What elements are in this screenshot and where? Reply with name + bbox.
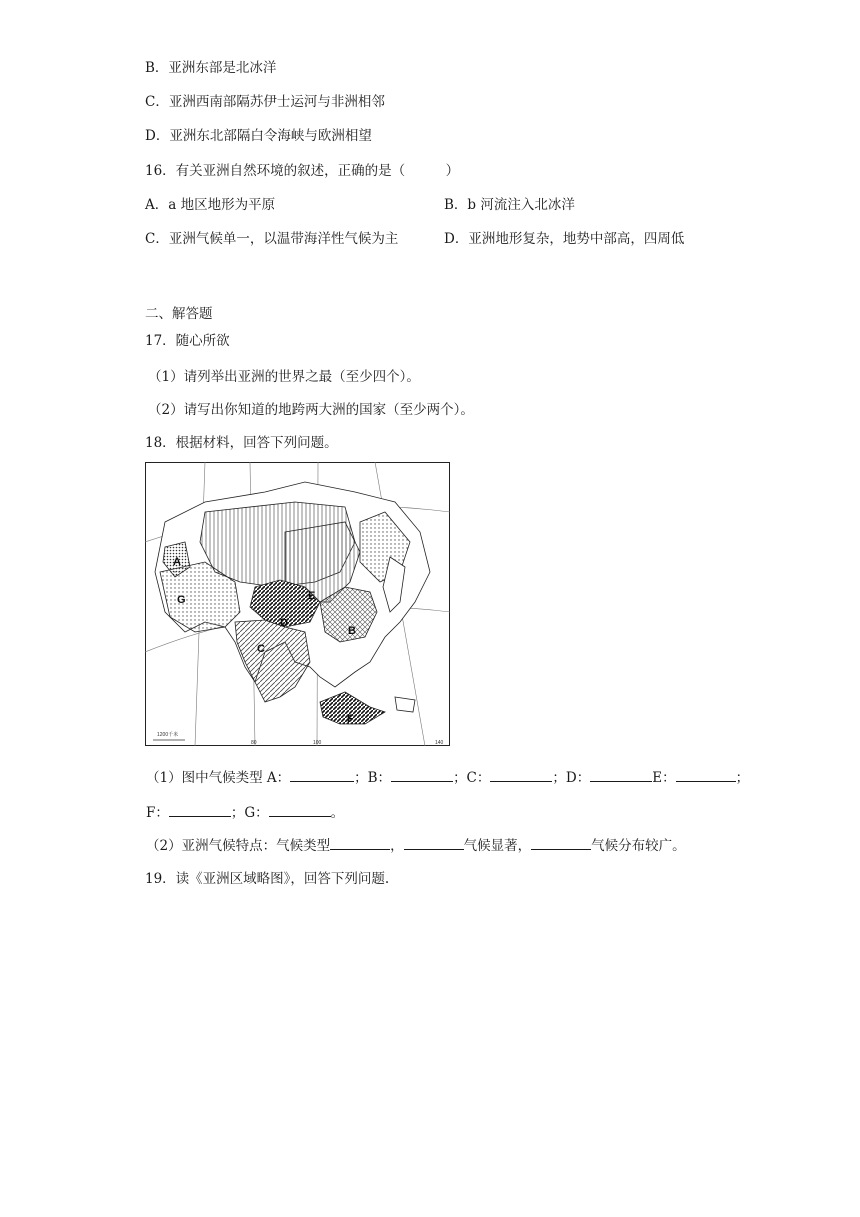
question-16-stem: 16．有关亚洲自然环境的叙述，正确的是（ ） [145, 163, 460, 179]
asia-climate-map [145, 462, 450, 746]
svg-text:1200千米: 1200千米 [157, 732, 179, 738]
option-16c: C．亚洲气候单一，以温带海洋性气候为主 [145, 231, 399, 247]
question-18-part-2: （2）亚洲气候特点：气候类型 ， 气候显著， 气候分布较广。 [146, 835, 686, 855]
label-b: B [348, 625, 356, 637]
section-title: 二、解答题 [145, 306, 213, 322]
question-19-stem: 19．读《亚洲区域略图》，回答下列问题. [145, 871, 390, 887]
option-15d: D．亚洲东北部隔白令海峡与欧洲相望 [145, 128, 372, 144]
blank-e[interactable] [676, 767, 736, 782]
blank-climate-type[interactable] [330, 835, 390, 850]
svg-text:140: 140 [435, 740, 444, 746]
option-16b: B．b 河流注入北冰洋 [444, 197, 575, 213]
option-15b: B．亚洲东部是北冰洋 [145, 60, 277, 76]
question-18-stem: 18．根据材料，回答下列问题。 [145, 435, 338, 451]
blank-climate-notable[interactable] [404, 835, 464, 850]
question-17-part-1: （1）请列举出亚洲的世界之最（至少四个）。 [148, 369, 420, 385]
option-16a: A．a 地区地形为平原 [145, 197, 276, 213]
svg-text:100: 100 [313, 740, 322, 746]
blank-c[interactable] [490, 767, 552, 782]
blank-f[interactable] [169, 802, 231, 817]
label-g: G [177, 594, 186, 606]
question-17-part-2: （2）请写出你知道的地跨两大洲的国家（至少两个）。 [148, 402, 474, 418]
label-d: D [280, 617, 288, 629]
option-15c: C．亚洲西南部隔苏伊士运河与非洲相邻 [145, 94, 385, 110]
blank-b[interactable] [391, 767, 453, 782]
label-e: E [308, 590, 316, 602]
label-a: A [173, 556, 181, 568]
question-17-stem: 17．随心所欲 [145, 333, 230, 349]
question-18-part-1-line-2: F： ；G： 。 [146, 802, 344, 822]
label-f: F [347, 713, 354, 725]
svg-text:80: 80 [251, 740, 257, 746]
blank-climate-widespread[interactable] [531, 835, 591, 850]
label-c: C [257, 643, 265, 655]
blank-g[interactable] [269, 802, 331, 817]
blank-a[interactable] [290, 767, 354, 782]
question-18-part-1-line-1: （1）图中气候类型 A： ；B： ；C： ；D： E： ； [146, 767, 749, 787]
blank-d[interactable] [590, 767, 652, 782]
option-16d: D．亚洲地形复杂，地势中部高，四周低 [444, 231, 685, 247]
